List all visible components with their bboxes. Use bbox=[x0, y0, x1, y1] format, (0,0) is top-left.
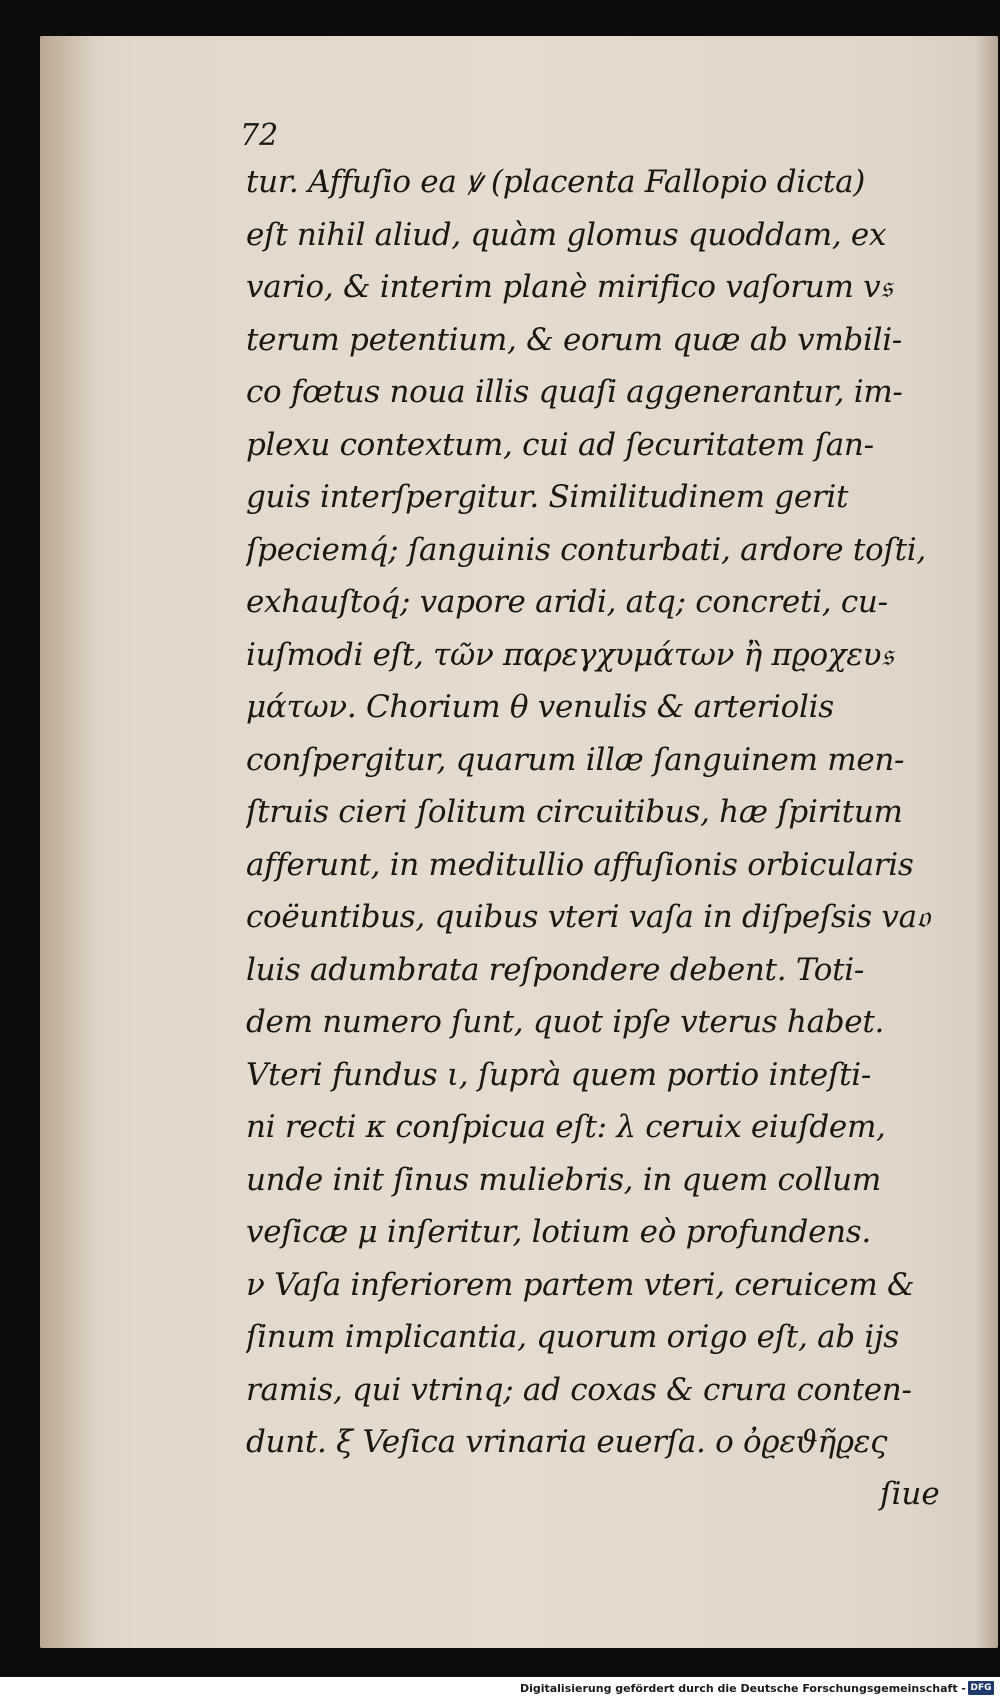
text-line: μάτων. Chorium θ venulis & arteriolis bbox=[246, 689, 834, 725]
text-line: dunt. ξ Veſica vrinaria euerſa. ο ὀϱεϑῆϱες bbox=[246, 1424, 888, 1460]
text-line: luis adumbrata reſpondere debent. Toti- bbox=[246, 951, 865, 988]
text-line: plexu contextum, cui ad ſecuritatem ſan- bbox=[246, 426, 874, 463]
text-line: vario, & interim planè mirifico vaſorum v𝔰 bbox=[246, 269, 892, 305]
text-line: terum petentium, & eorum quæ ab vmbili- bbox=[246, 321, 902, 358]
text-line: veſicæ μ inſeritur, lotium eò profundens. bbox=[246, 1214, 871, 1250]
text-line: ν Vaſa inferiorem partem vteri, ceruicem & bbox=[246, 1266, 915, 1303]
text-line: co fœtus noua illis quaſi aggenerantur, im- bbox=[246, 374, 903, 410]
page-number: 72 bbox=[240, 118, 279, 153]
text-line: unde init ſinus muliebris, in quem collum bbox=[246, 1161, 881, 1198]
text-line: exhauſtoq́; vapore aridi, atq; concreti, cu- bbox=[246, 584, 888, 620]
text-line: iuſmodi eſt, τῶν παρεγχυμάτων ἢ πϱοχευ𝔰 bbox=[246, 636, 893, 673]
gutter-shadow bbox=[40, 36, 98, 1648]
text-line: eſt nihil aliud, quàm glomus quoddam, ex bbox=[246, 216, 887, 253]
dfg-logo: DFG bbox=[968, 1681, 994, 1695]
text-line: ſpeciemq́; ſanguinis conturbati, ardore toſti, bbox=[246, 531, 926, 568]
text-line: conſpergitur, quarum illæ ſanguinem men- bbox=[246, 741, 905, 778]
page-edge-shadow bbox=[976, 36, 998, 1648]
digitization-credit: Digitalisierung gefördert durch die Deutsche Forschungsgemeinschaft - bbox=[519, 1682, 966, 1695]
text-line: dem numero ſunt, quot ipſe vterus habet. bbox=[246, 1004, 885, 1040]
catchword: ſiue bbox=[880, 1476, 940, 1512]
text-line: ni recti κ conſpicua eſt: λ ceruix eiuſdem, bbox=[246, 1109, 886, 1145]
text-line: Vteri fundus ι, ſuprà quem portio inteſti- bbox=[246, 1056, 872, 1093]
text-line: coëuntibus, quibus vteri vaſa in diſpeſsis va𝔬 bbox=[246, 899, 930, 935]
text-line: guis interſpergitur. Similitudinem gerit bbox=[246, 479, 849, 515]
text-line: ſtruis cieri ſolitum circuitibus, hæ ſpiritum bbox=[246, 794, 903, 830]
text-block bbox=[246, 156, 946, 1469]
text-line: afferunt, in meditullio affuſionis orbicularis bbox=[246, 846, 914, 883]
text-line: tur. Affuſio ea ꝟ (placenta Fallopio dicta) bbox=[246, 164, 866, 200]
text-line: ramis, qui vtrinq; ad coxas & crura conten- bbox=[246, 1371, 912, 1408]
text-line: ſinum implicantia, quorum origo eſt, ab ijs bbox=[246, 1319, 899, 1355]
